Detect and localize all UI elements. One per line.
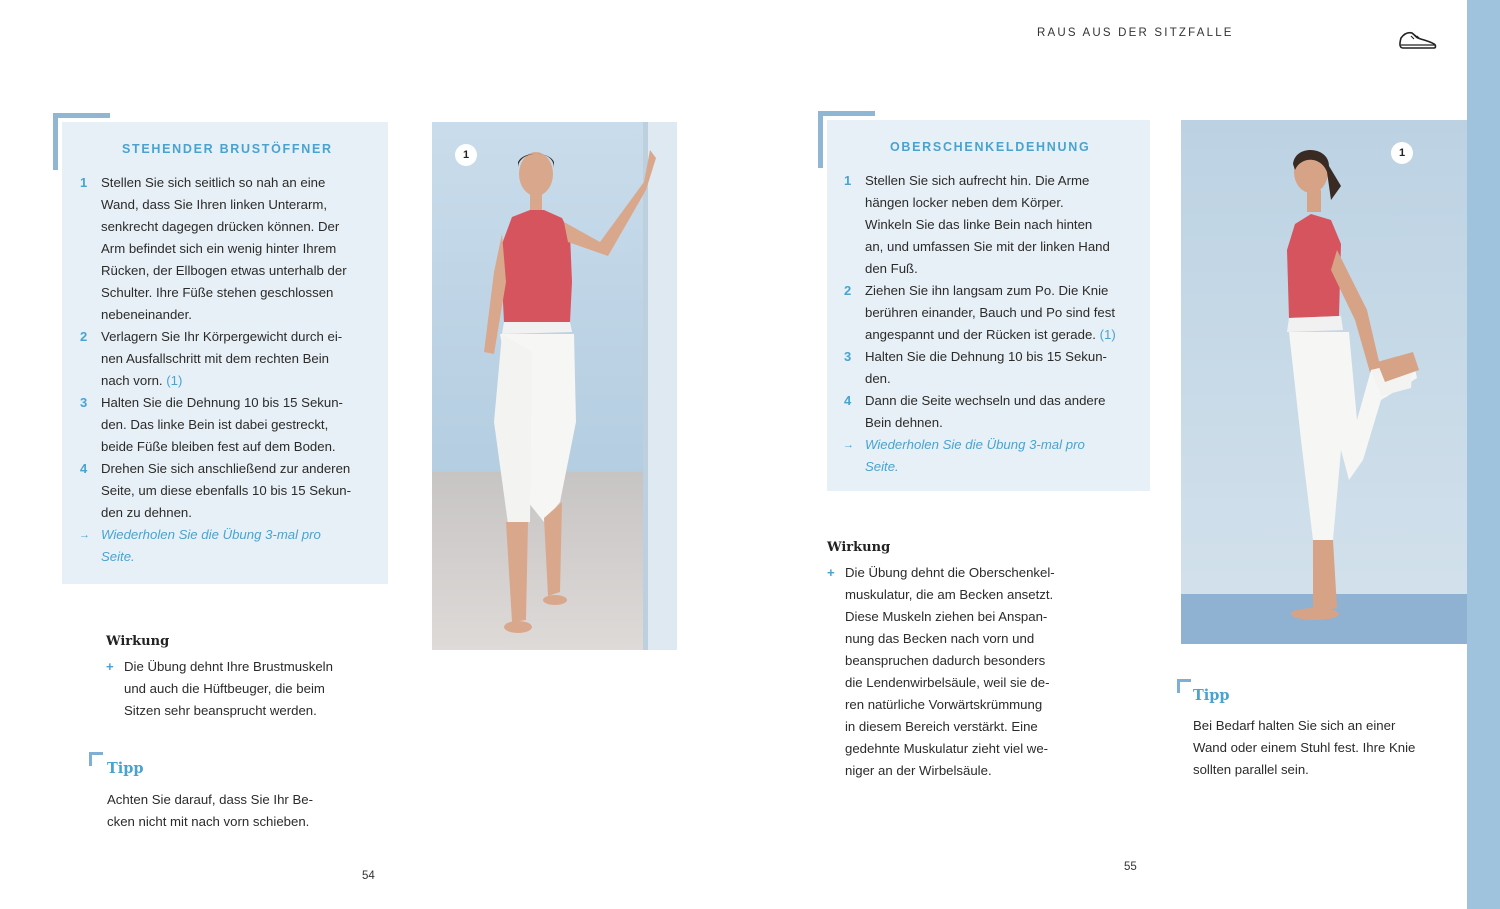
step-number: 1	[80, 175, 88, 190]
repeat-line: Wiederholen Sie die Übung 3-mal pro	[865, 437, 1085, 452]
wirkung-line: Diese Muskeln ziehen bei Anspan-	[845, 609, 1048, 624]
step-line: Seite, um diese ebenfalls 10 bis 15 Sekun-	[101, 483, 351, 498]
step-line: berühren einander, Bauch und Po sind fest	[865, 305, 1116, 320]
wirkung-line: nung das Becken nach vorn und	[845, 631, 1035, 646]
wirkung-line: die Lendenwirbelsäule, weil sie de-	[845, 675, 1050, 690]
step-line: den. Das linke Bein ist dabei gestreckt,	[101, 417, 329, 432]
step-line: Drehen Sie sich anschließend zur anderen	[101, 461, 351, 476]
wirkung-text	[106, 656, 384, 722]
wirkung-line: Die Übung dehnt Ihre Brustmuskeln	[124, 659, 333, 674]
tipp-line: Achten Sie darauf, dass Sie Ihr Be-	[107, 792, 313, 807]
step-line: nen Ausfallschritt mit dem rechten Bein	[101, 351, 329, 366]
exercise-title: STEHENDER BRUSTÖFFNER	[122, 142, 333, 156]
step-line: Bein dehnen.	[865, 415, 943, 430]
step-number: 3	[844, 349, 852, 364]
tipp-heading: Tipp	[1193, 687, 1230, 704]
exercise-steps	[79, 172, 381, 568]
tipp-corner-bracket	[1177, 679, 1191, 693]
step-number: 3	[80, 395, 88, 410]
page-number: 55	[1124, 861, 1137, 873]
wirkung-line: Sitzen sehr beansprucht werden.	[124, 703, 317, 718]
sneaker-icon	[1398, 26, 1438, 52]
step-number: 2	[80, 329, 88, 344]
step-item	[844, 170, 1147, 280]
step-line: an, und umfassen Sie mit der linken Hand	[865, 239, 1110, 254]
tipp-corner-bracket	[89, 752, 103, 766]
step-line: Winkeln Sie das linke Bein nach hinten	[865, 217, 1093, 232]
wirkung-line: Die Übung dehnt die Oberschenkel-	[845, 565, 1055, 580]
step-line: Stellen Sie sich aufrecht hin. Die Arme	[865, 173, 1090, 188]
wirkung-heading: Wirkung	[827, 540, 891, 555]
exercise-photo-thigh-stretch	[1181, 120, 1467, 644]
tipp-heading: Tipp	[107, 760, 144, 777]
step-line: den zu dehnen.	[101, 505, 192, 520]
step-line: Arm befindet sich ein wenig hinter Ihrem	[101, 241, 337, 256]
wirkung-heading: Wirkung	[106, 634, 170, 649]
step-number: 4	[844, 393, 852, 408]
repeat-line: Seite.	[865, 459, 899, 474]
tipp-line: Wand oder einem Stuhl fest. Ihre Knie	[1193, 740, 1416, 755]
wirkung-line: in diesem Bereich verstärkt. Eine	[845, 719, 1038, 734]
tipp-text	[107, 789, 377, 833]
repeat-line: Wiederholen Sie die Übung 3-mal pro	[101, 527, 321, 542]
step-item	[844, 346, 1147, 390]
wirkung-line: beanspruchen dadurch besonders	[845, 653, 1046, 668]
repeat-note	[79, 524, 381, 568]
photo-number-badge: 1	[1391, 142, 1413, 164]
step-line: beide Füße bleiben fest auf dem Boden.	[101, 439, 336, 454]
tipp-line: sollten parallel sein.	[1193, 762, 1309, 777]
photo-illustration	[432, 122, 677, 650]
step-number: 4	[80, 461, 88, 476]
step-item	[80, 458, 381, 524]
step-line: nach vorn.	[101, 373, 163, 388]
exercise-box	[827, 120, 1150, 491]
plus-icon: +	[827, 565, 835, 580]
step-line: Wand, dass Sie Ihren linken Unterarm,	[101, 197, 327, 212]
step-line: Ziehen Sie ihn langsam zum Po. Die Knie	[865, 283, 1109, 298]
tipp-text	[1193, 715, 1458, 781]
step-item	[80, 326, 381, 392]
repeat-line: Seite.	[101, 549, 135, 564]
page-edge-strip	[1467, 0, 1500, 909]
arrow-icon: →	[79, 529, 90, 541]
step-line: hängen locker neben dem Körper.	[865, 195, 1064, 210]
step-line: senkrecht dagegen drücken können. Der	[101, 219, 340, 234]
step-line: Halten Sie die Dehnung 10 bis 15 Sekun-	[101, 395, 343, 410]
wirkung-line: ren natürliche Vorwärtskrümmung	[845, 697, 1043, 712]
step-line: angespannt und der Rücken ist gerade.	[865, 327, 1096, 342]
step-item	[80, 392, 381, 458]
exercise-title: OBERSCHENKELDEHNUNG	[890, 140, 1091, 154]
step-line: Stellen Sie sich seitlich so nah an eine	[101, 175, 326, 190]
wirkung-text	[827, 562, 1105, 782]
step-line: den Fuß.	[865, 261, 918, 276]
photo-number-badge: 1	[455, 144, 477, 166]
exercise-box	[62, 122, 388, 584]
tipp-line: cken nicht mit nach vorn schieben.	[107, 814, 310, 829]
running-title: RAUS AUS DER SITZFALLE	[1037, 27, 1234, 39]
tipp-line: Bei Bedarf halten Sie sich an einer	[1193, 718, 1396, 733]
step-number: 1	[844, 173, 852, 188]
step-line: Halten Sie die Dehnung 10 bis 15 Sekun-	[865, 349, 1107, 364]
exercise-photo-chest-stretch	[432, 122, 677, 650]
step-line: Rücken, der Ellbogen etwas unterhalb der	[101, 263, 347, 278]
step-line: Schulter. Ihre Füße stehen geschlossen	[101, 285, 334, 300]
repeat-note	[843, 434, 1147, 478]
step-line: Verlagern Sie Ihr Körpergewicht durch ei-	[101, 329, 343, 344]
step-item	[80, 172, 381, 326]
photo-reference: (1)	[1099, 327, 1116, 342]
arrow-icon: →	[843, 439, 854, 451]
photo-illustration	[1181, 120, 1467, 644]
step-item	[844, 390, 1147, 434]
wirkung-line: und auch die Hüftbeuger, die beim	[124, 681, 325, 696]
step-line: den.	[865, 371, 891, 386]
wirkung-line: gedehnte Muskulatur zieht viel we-	[845, 741, 1049, 756]
plus-icon: +	[106, 659, 114, 674]
photo-reference: (1)	[166, 373, 183, 388]
step-item	[844, 280, 1147, 346]
step-line: nebeneinander.	[101, 307, 192, 322]
exercise-steps	[843, 170, 1147, 478]
step-number: 2	[844, 283, 852, 298]
page-number: 54	[362, 870, 375, 882]
step-line: Dann die Seite wechseln und das andere	[865, 393, 1106, 408]
wirkung-line: muskulatur, die am Becken ansetzt.	[845, 587, 1054, 602]
wirkung-line: niger an der Wirbelsäule.	[845, 763, 992, 778]
